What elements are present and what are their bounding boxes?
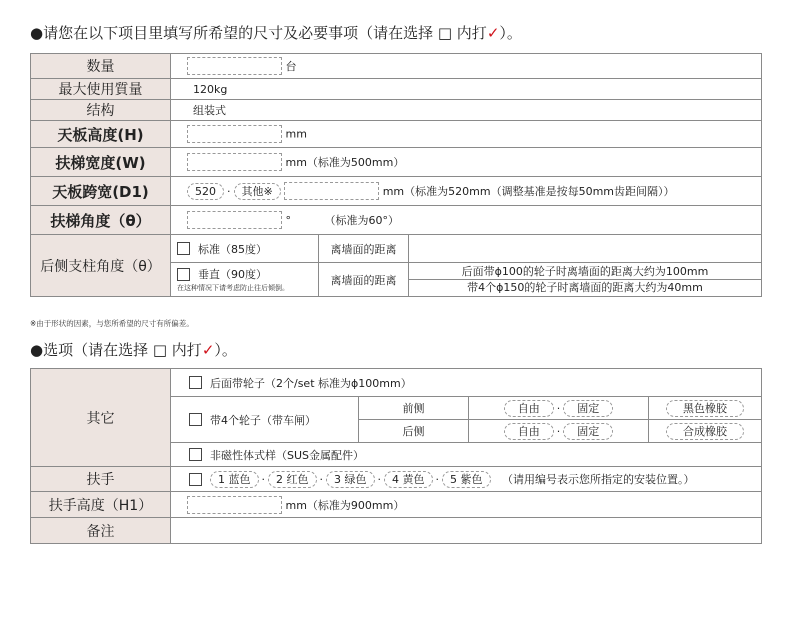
handrail-note: （请用编号表示您所指定的安装位置。） bbox=[502, 473, 695, 486]
heading-suffix: ）。 bbox=[214, 341, 237, 359]
top-height-label: 天板高度(H) bbox=[31, 121, 171, 148]
handrail-height-label: 扶手高度（H1） bbox=[31, 492, 171, 518]
ladder-width-input[interactable] bbox=[187, 153, 282, 171]
ladder-width-label: 扶梯宽度(W) bbox=[31, 148, 171, 177]
front-fixed-option[interactable]: 固定 bbox=[563, 400, 613, 417]
handrail-height-input[interactable] bbox=[187, 496, 282, 514]
quantity-unit: 台 bbox=[285, 60, 297, 73]
span-other-option[interactable]: 其他※ bbox=[234, 183, 281, 200]
row-structure bbox=[31, 100, 762, 121]
remarks-input[interactable] bbox=[171, 518, 762, 544]
ladder-angle-input[interactable] bbox=[187, 211, 282, 229]
section-heading-dimensions bbox=[30, 23, 522, 43]
row-top-span bbox=[31, 177, 762, 206]
structure-label: 结构 bbox=[31, 100, 171, 121]
non-magnetic-checkbox[interactable] bbox=[189, 448, 202, 461]
separator-dot: · bbox=[435, 472, 439, 486]
heading-text: ●选项（请在选择 □ 内打 bbox=[30, 341, 202, 359]
standard-angle-checkbox[interactable] bbox=[177, 242, 190, 255]
ladder-width-unit: mm（标准为500mm） bbox=[285, 156, 405, 169]
separator-dot: · bbox=[556, 424, 561, 438]
rear-casters-label: 后面带轮子（2个/set 标准为ϕ100mm） bbox=[210, 376, 412, 390]
max-load-value: 120kg bbox=[193, 82, 228, 96]
rear-angle-label: 后侧支柱角度（θ） bbox=[31, 235, 171, 297]
four-casters-checkbox[interactable] bbox=[189, 413, 202, 426]
standard-angle-label: 标准（85度） bbox=[198, 242, 267, 256]
check-mark-icon: ✓ bbox=[486, 24, 500, 42]
handrail-height-unit: mm（标准为900mm） bbox=[285, 498, 405, 512]
handrail-checkbox[interactable] bbox=[189, 473, 202, 486]
front-label: 前侧 bbox=[359, 397, 469, 420]
quantity-input[interactable] bbox=[187, 57, 282, 75]
span-520-option[interactable]: 520 bbox=[187, 183, 224, 200]
dimensions-table bbox=[30, 53, 762, 297]
vertical-angle-checkbox[interactable] bbox=[177, 268, 190, 281]
distance-rear-casters: 后面带ϕ100的轮子时离墙面的距离大约为100mm bbox=[409, 264, 761, 280]
ladder-angle-label: 扶梯角度（θ） bbox=[31, 206, 171, 235]
section-heading-options bbox=[30, 340, 237, 360]
ladder-angle-unit: ° bbox=[285, 213, 291, 227]
footnote: ※由于形状的因素，与您所希望的尺寸有所偏差。 bbox=[30, 319, 194, 328]
check-mark-icon: ✓ bbox=[201, 341, 215, 359]
handrail-color-purple[interactable]: 5 紫色 bbox=[442, 471, 491, 488]
row-handrail-height bbox=[31, 492, 762, 518]
vertical-distance-label: 离墙面的距离 bbox=[319, 263, 409, 297]
structure-value: 组装式 bbox=[193, 104, 226, 117]
heading-text: ●请您在以下项目里填写所希望的尺寸及必要事项（请在选择 □ 内打 bbox=[30, 24, 487, 42]
separator-dot: · bbox=[261, 472, 265, 486]
options-table bbox=[30, 368, 762, 544]
quantity-label: 数量 bbox=[31, 54, 171, 79]
remarks-label: 备注 bbox=[31, 518, 171, 544]
handrail-color-yellow[interactable]: 4 黄色 bbox=[384, 471, 433, 488]
row-ladder-angle bbox=[31, 206, 762, 235]
ladder-angle-note: （标准为60°） bbox=[324, 214, 399, 227]
top-span-input[interactable] bbox=[284, 182, 379, 200]
four-casters-label: 带4个轮子（带车闸） bbox=[210, 413, 316, 427]
handrail-color-red[interactable]: 2 红色 bbox=[268, 471, 317, 488]
rear-casters-checkbox[interactable] bbox=[189, 376, 202, 389]
row-top-height bbox=[31, 121, 762, 148]
other-label: 其它 bbox=[31, 369, 171, 467]
separator-dot: · bbox=[319, 472, 323, 486]
handrail-color-blue[interactable]: 1 蓝色 bbox=[210, 471, 259, 488]
row-rear-angle-standard bbox=[31, 235, 762, 263]
row-handrail bbox=[31, 467, 762, 492]
standard-distance-label: 离墙面的距离 bbox=[319, 235, 409, 263]
rear-free-option[interactable]: 自由 bbox=[504, 423, 554, 440]
rear-label: 后侧 bbox=[359, 420, 469, 443]
heading-suffix: ）。 bbox=[499, 24, 522, 42]
separator-dot: · bbox=[227, 184, 231, 198]
vertical-angle-note: 在这种情况下请考虑防止往后倾倒。 bbox=[177, 284, 289, 292]
synthetic-rubber-option[interactable]: 合成橡胶 bbox=[666, 423, 744, 440]
rear-fixed-option[interactable]: 固定 bbox=[563, 423, 613, 440]
top-height-unit: mm bbox=[285, 127, 307, 141]
non-magnetic-label: 非磁性体式样（SUS金属配件） bbox=[210, 448, 365, 462]
vertical-angle-label: 垂直（90度） bbox=[198, 268, 267, 281]
row-ladder-width bbox=[31, 148, 762, 177]
top-height-input[interactable] bbox=[187, 125, 282, 143]
separator-dot: · bbox=[556, 401, 561, 415]
handrail-label: 扶手 bbox=[31, 467, 171, 492]
distance-four-casters: 带4个ϕ150的轮子时离墙面的距离大约为40mm bbox=[467, 280, 703, 294]
row-remarks bbox=[31, 518, 762, 544]
handrail-color-green[interactable]: 3 绿色 bbox=[326, 471, 375, 488]
separator-dot: · bbox=[377, 472, 381, 486]
row-quantity bbox=[31, 54, 762, 79]
black-rubber-option[interactable]: 黑色橡胶 bbox=[666, 400, 744, 417]
top-span-unit: mm（标准为520mm（调整基准是按每50mm齿距间隔）） bbox=[382, 185, 675, 198]
top-span-label: 天板跨宽(D1) bbox=[31, 177, 171, 206]
front-free-option[interactable]: 自由 bbox=[504, 400, 554, 417]
row-max-load bbox=[31, 79, 762, 100]
max-load-label: 最大使用質量 bbox=[31, 79, 171, 100]
row-rear-casters bbox=[31, 369, 762, 397]
